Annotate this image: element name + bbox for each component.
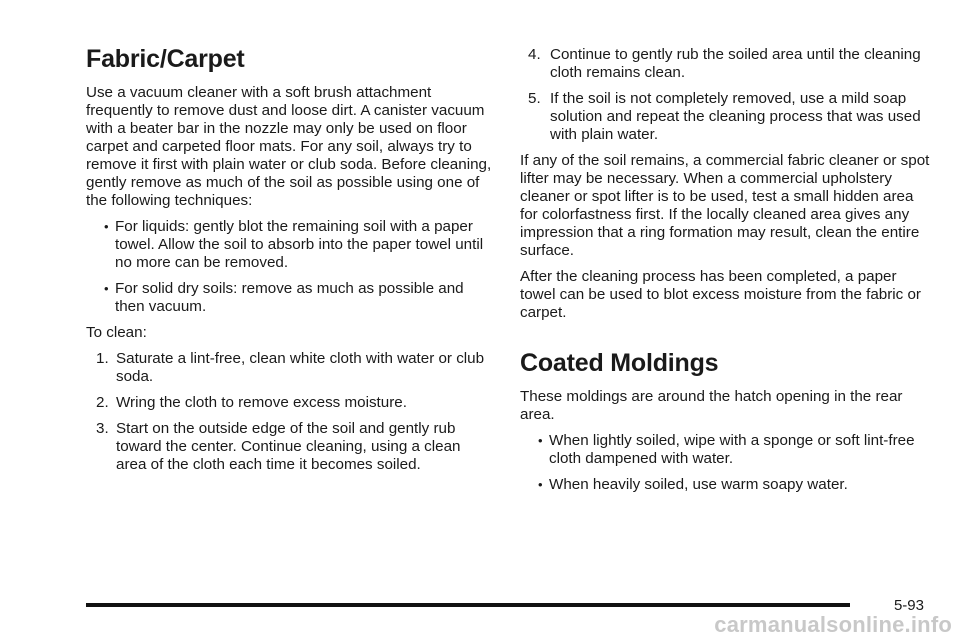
step-text: Saturate a lint-free, clean white cloth with water or club soda.: [116, 350, 485, 385]
moldings-list: [520, 432, 930, 494]
step-number: 4.: [528, 46, 541, 63]
step-number: 1.: [96, 350, 109, 367]
list-item: [520, 476, 930, 494]
technique-list: [86, 218, 494, 316]
page-number: 5-93: [893, 597, 924, 614]
commercial-cleaner-paragraph: If any of the soil remains, a commercial fabric cleaner or spot lifter may be necessary. When a commercial upholstery cleaner or spot lifter is to be used, test a small hidden area for colorfastness first. If the locally cleaned area gives any impression that a ring formation may result, clean the entire surface.: [520, 152, 930, 259]
moldings-paragraph: These moldings are around the hatch opening in the rear area.: [520, 388, 903, 423]
cleaning-steps-continued: [520, 46, 930, 144]
list-item: [86, 218, 494, 272]
footer-rule: [86, 603, 850, 607]
cleaning-steps: [86, 350, 494, 474]
list-item-text: When lightly soiled, wipe with a sponge or soft lint-free cloth dampened with water.: [549, 432, 915, 467]
step-number: 3.: [96, 420, 109, 437]
step-number: 5.: [528, 90, 541, 107]
blot-moisture-paragraph: After the cleaning process has been completed, a paper towel can be used to blot excess moisture from the fabric or carpet.: [520, 268, 921, 321]
bullet-icon: •: [538, 477, 543, 492]
step-item: [520, 90, 930, 144]
list-item-text: When heavily soiled, use warm soapy water.: [549, 476, 848, 493]
list-item-text: For liquids: gently blot the remaining soil with a paper towel. Allow the soil to absorb into the paper towel until no more can be removed.: [115, 218, 484, 271]
right-column: [520, 46, 930, 502]
step-number: 2.: [96, 394, 109, 411]
list-item: [520, 432, 930, 468]
to-clean-label: To clean:: [86, 324, 147, 341]
section-heading-fabric-carpet: Fabric/Carpet: [86, 45, 245, 73]
step-text: If the soil is not completely removed, use a mild soap solution and repeat the cleaning process that was used with plain water.: [550, 90, 921, 143]
intro-paragraph: Use a vacuum cleaner with a soft brush attachment frequently to remove dust and loose dirt. A canister vacuum with a beater bar in the nozzle may only be used on floor carpet and carpeted floor mats. For any soil, always try to remove it first with plain water or club soda. Before cleaning, gently remove as much of the soil as possible using one of the following techniques:: [86, 84, 492, 209]
watermark-logo: carmanualsonline.info: [714, 612, 952, 637]
step-item: [520, 46, 930, 82]
list-item-text: For solid dry soils: remove as much as possible and then vacuum.: [115, 280, 464, 315]
list-item: [86, 280, 494, 316]
step-text: Wring the cloth to remove excess moisture.: [116, 394, 407, 411]
bullet-icon: •: [104, 219, 109, 234]
step-text: Continue to gently rub the soiled area until the cleaning cloth remains clean.: [550, 46, 921, 81]
step-item: [86, 350, 494, 386]
section-gap: [520, 330, 930, 344]
step-item: [86, 420, 494, 474]
section-heading-coated-moldings: Coated Moldings: [520, 349, 719, 377]
left-column: [86, 44, 494, 482]
bullet-icon: •: [104, 281, 109, 296]
step-text: Start on the outside edge of the soil and gently rub toward the center. Continue cleaning, using a clean area of the cloth each time it becomes soiled.: [116, 420, 461, 473]
bullet-icon: •: [538, 433, 543, 448]
step-item: [86, 394, 494, 412]
